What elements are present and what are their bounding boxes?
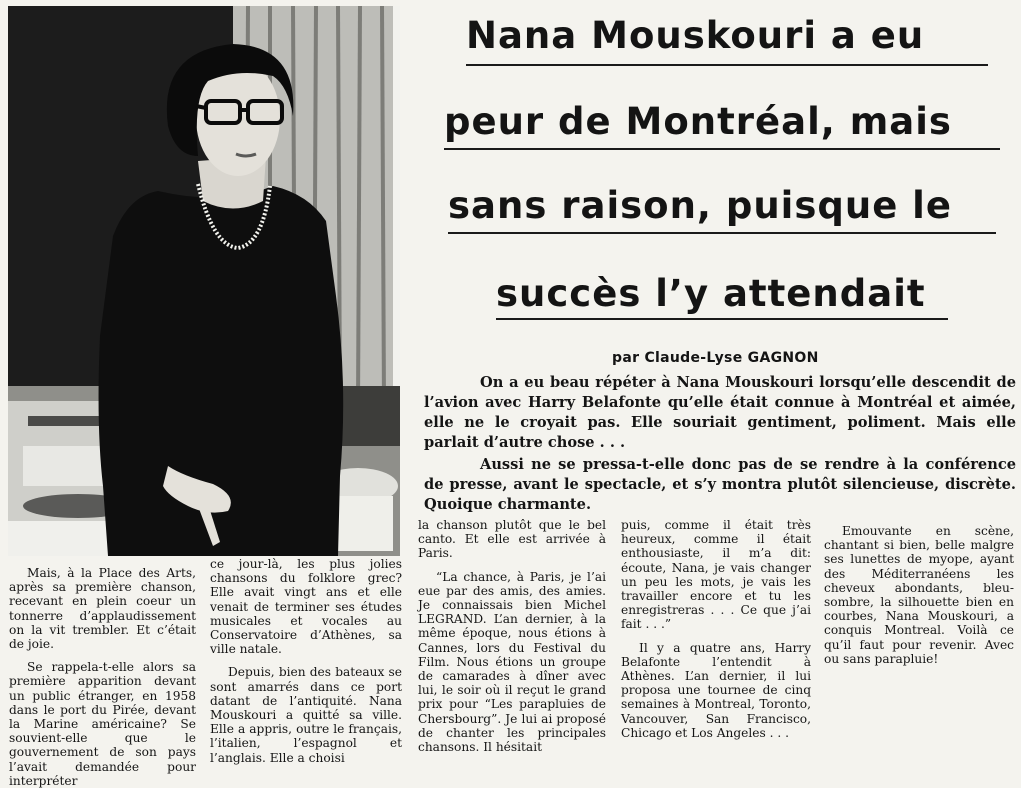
headline-line-2: peur de Montréal, mais	[444, 100, 952, 143]
headline-underline-1	[466, 64, 988, 66]
article-column-4	[621, 518, 811, 740]
article-column-5	[824, 524, 1014, 666]
column-paragraph: ce jour-là, les plus jolies chansons du folklore grec? Elle avait vingt ans et elle venait de terminer ses études musicales et vocales au Conservatoire d’Athènes, sa ville natale.	[210, 557, 402, 657]
article-column-1	[9, 566, 196, 788]
article-column-2	[210, 557, 402, 765]
headline-underline-3	[448, 232, 996, 234]
byline: par Claude-Lyse GAGNON	[612, 350, 819, 366]
intro-paragraphs	[424, 373, 1016, 515]
headline-line-4: succès l’y attendait	[496, 272, 926, 315]
column-paragraph: Emouvante en scène, chantant si bien, belle malgre ses lunettes de myope, ayant des Méditerranéens les cheveux abondants, bleu-sombre, la silhouette bien en courbes, Nana Mouskouri, a conquis Montreal. Voilà ce qu’il faut pour revenir. Avec ou sans parapluie!	[824, 524, 1014, 666]
photo-nana-mouskouri	[8, 6, 400, 556]
intro-paragraph: On a eu beau répéter à Nana Mouskouri lorsqu’elle descendit de l’avion avec Harry Belafonte qu’elle était connue à Montréal et aimée, elle ne le croyait pas. Elle souriait gentiment, poliment. Mais elle parlait d’autre chose . . .	[424, 374, 1016, 451]
column-paragraph: puis, comme il était très heureux, comme il était enthousiaste, il m’a dit: écoute, Nana, je vais changer un peu les mots, je vais les travailler encore et tu les enregistreras . . . Ce que j’ai fait . . .”	[621, 518, 811, 632]
column-paragraph: Se rappela-t-elle alors sa première apparition devant un public étranger, en 1958 dans le port du Pirée, devant la Marine américaine? Se souvient-elle que le gouvernement de son pays l’avait demandée pour interpréter	[9, 660, 196, 788]
headline-underline-4	[496, 318, 948, 320]
intro-paragraph: Aussi ne se pressa-t-elle donc pas de se rendre à la conférence de presse, avant le spectacle, et s’y montra plutôt silencieuse, discrète. Quoique charmante.	[424, 456, 1016, 513]
column-paragraph: Mais, à la Place des Arts, après sa première chanson, recevant en plein coeur un tonnerre d’applaudissement on la vit trembler. Et c’était de joie.	[9, 566, 196, 652]
column-paragraph: la chanson plutôt que le bel canto. Et elle est arrivée à Paris.	[418, 518, 606, 561]
column-paragraph: Depuis, bien des bateaux se sont amarrés dans ce port datant de l’antiquité. Nana Mouskouri a quitté sa ville. Elle a appris, outre le français, l’italien, l’espagnol et l’anglais. Elle a choisi	[210, 665, 402, 765]
headline-line-1: Nana Mouskouri a eu	[466, 14, 925, 57]
article-column-3	[418, 518, 606, 754]
column-paragraph: Il y a quatre ans, Harry Belafonte l’entendit à Athènes. L’an dernier, il lui proposa une tournee de cinq semaines à Montreal, Toronto, Vancouver, San Francisco, Chicago et Los Angeles . . .	[621, 640, 811, 740]
headline-underline-2	[444, 148, 1000, 150]
column-paragraph: “La chance, à Paris, je l’ai eue par des amis, des amies. Je connaissais bien Michel LEGRAND. L’an dernier, à la même époque, nous étions à Cannes, lors du Festival du Film. Nous étions un groupe de camarades à dîner avec lui, le soir où il reçut le grand prix pour “Les parapluies de Chersbourg”. Je lui ai proposé de chanter les principales chansons. Il hésitait	[418, 569, 606, 755]
headline-line-3: sans raison, puisque le	[448, 184, 952, 227]
